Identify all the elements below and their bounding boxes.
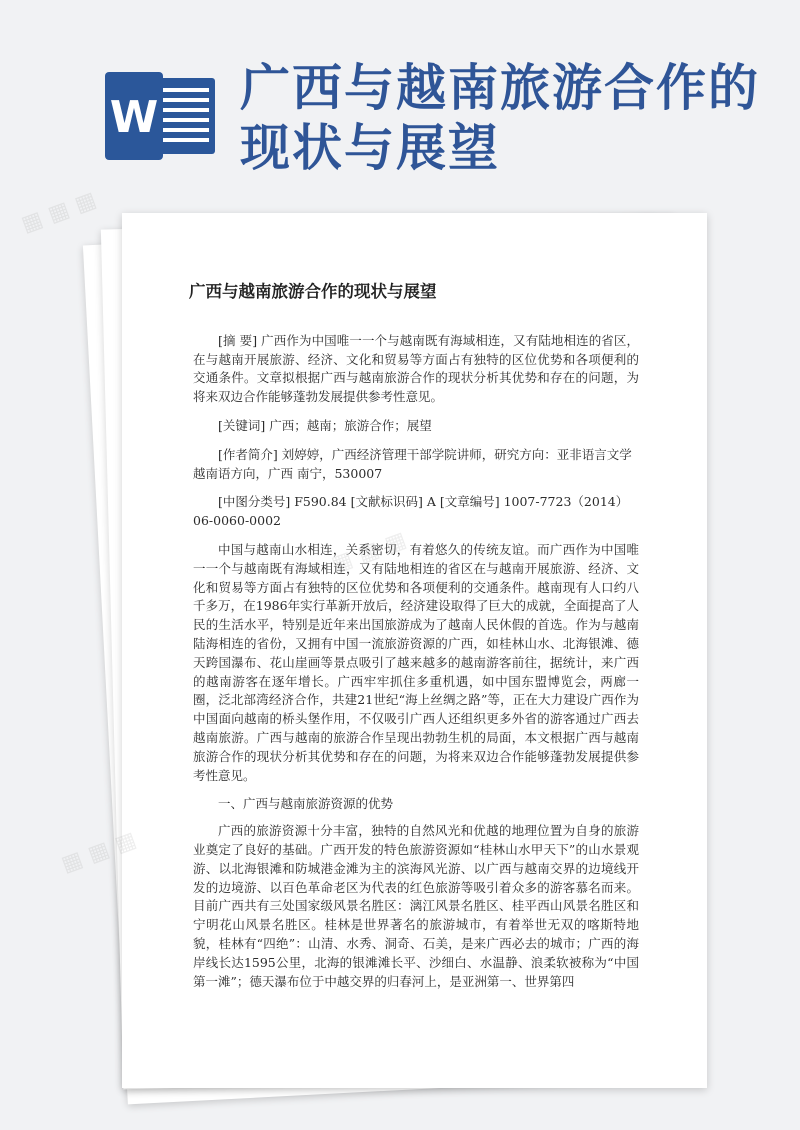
page-title xyxy=(240,58,780,178)
document-body xyxy=(189,282,639,1001)
watermark: ▦ ▦ ▦ xyxy=(58,827,140,878)
classification-info: [中图分类号] F590.84 [文献标识码] A [文章编号] 1007-7723（2014）06-0060-0002 xyxy=(193,494,629,529)
intro-paragraph: 中国与越南山水相连，关系密切，有着悠久的传统友谊。而广西作为中国唯一一个与越南既有海域相连，又有陆地相连的省区在与越南开展旅游、经济、文化和贸易等方面占有独特的区位优势和各项便利的交通条件。越南现有人口约八千多万，在1986年实行革新开放后，经济建设取得了巨大的成就，全面提高了人民的生活水平，特别是近年来出国旅游成为了越南人民休假的首选。作为与越南陆海相连的省份，又拥有中国一流旅游资源的广西，如桂林山水、北海银滩、德天跨国瀑布、花山崖画等景点吸引了越来越多的越南游客前往，据统计，来广西的越南游客在逐年增长。广西牢牢抓住多重机遇，如中国东盟博览会，两廊一圈，泛北部湾经济合作，共建21世纪“海上丝绸之路”等，正在大力建设广西作为中国面向越南的桥头堡作用，不仅吸引广西人还组织更多外省的游客通过广西去越南旅游。广西与越南的旅游合作呈现出勃勃生机的局面，本文根据广西与越南旅游合作的现状分析其优势和存在的问题，为将来双边合作能够蓬勃发展提供参考性意见。 xyxy=(193,541,639,783)
section-heading: 一、广西与越南旅游资源的优势 xyxy=(218,796,394,812)
page-title-line1: 广西与越南旅游合作的 xyxy=(240,59,760,117)
word-icon xyxy=(105,72,217,160)
author-info: [作者简介] 刘婷婷，广西经济管理干部学院讲师，研究方向：亚非语言文学越南语方向，广西 南宁，530007 xyxy=(193,446,632,481)
watermark: ▦ ▦ ▦ xyxy=(18,187,100,238)
page-title-line2: 现状与展望 xyxy=(240,119,500,177)
abstract: [摘 要] 广西作为中国唯一一个与越南既有海域相连，又有陆地相连的省区，在与越南开展旅游、经济、文化和贸易等方面占有独特的区位优势和各项便利的交通条件。文章拟根据广西与越南旅游合作的现状分析其优势和存在的问题，为将来双边合作能够蓬勃发展提供参考性意见。 xyxy=(193,332,639,405)
document-title: 广西与越南旅游合作的现状与展望 xyxy=(189,282,437,301)
keywords: [关键词] 广西；越南；旅游合作；展望 xyxy=(218,417,432,433)
section-paragraph: 广西的旅游资源十分丰富，独特的自然风光和优越的地理位置为自身的旅游业奠定了良好的基础。广西开发的特色旅游资源如“桂林山水甲天下”的山水景观游、以北海银滩和防城港金滩为主的滨海风光游、以广西与越南交界的边境线开发的边境游、以百色革命老区为代表的红色旅游等吸引着众多的游客慕名而来。目前广西共有三处国家级风景名胜区：漓江风景名胜区、桂平西山风景名胜区和宁明花山风景名胜区。桂林是世界著名的旅游城市，有着举世无双的喀斯特地貌，桂林有“四绝”：山清、水秀、洞奇、石美，是来广西必去的城市；广西的海岸线长达1595公里，北海的银滩滩长平、沙细白、水温静、浪柔软被称为“中国第一滩”；德天瀑布位于中越交界的归春河上，是亚洲第一、世界第四 xyxy=(193,823,639,989)
word-icon-letter: W xyxy=(109,92,159,143)
